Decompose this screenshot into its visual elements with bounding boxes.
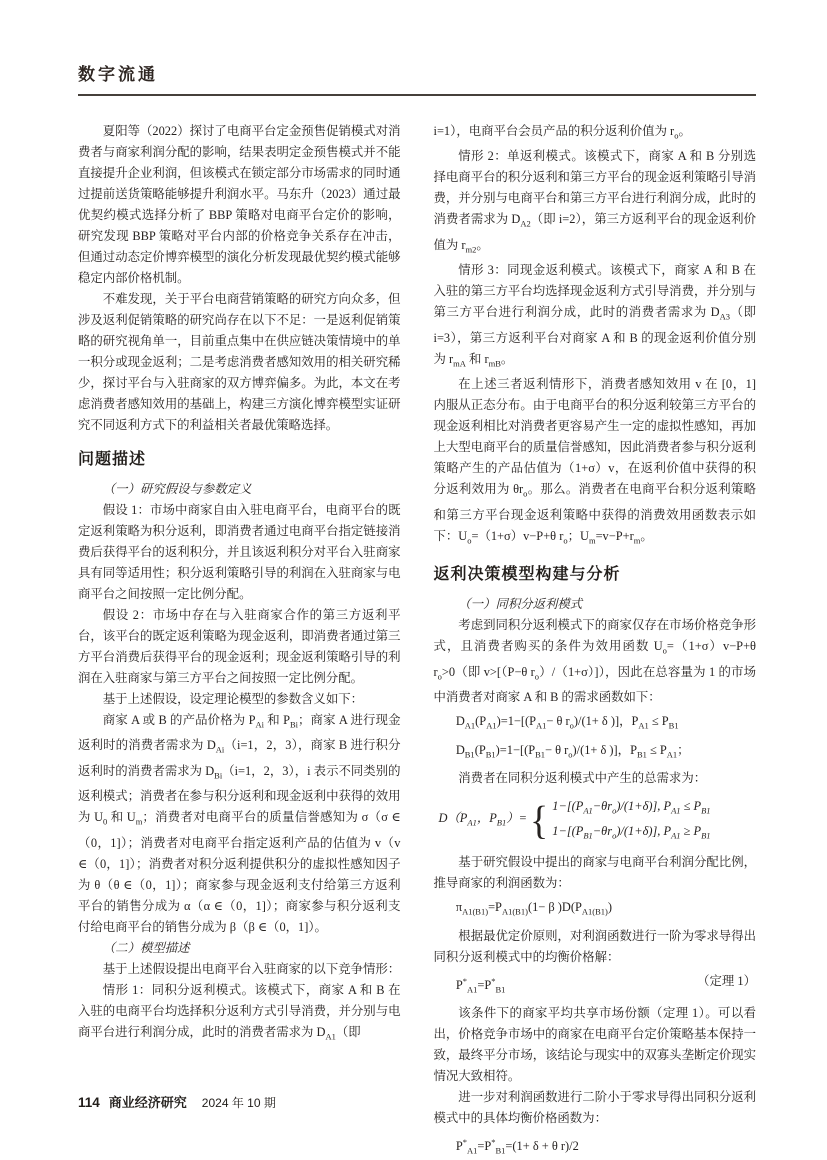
formula-case-2: $1-[(P_{B1}-\theta r_o)/(1+\delta)]$, $P_{A1} \ge P_{B1}$: [552, 823, 711, 841]
paragraph: 夏阳等（2022）探讨了电商平台定金预售促销模式对消费者与商家利润分配的影响，结果表明定金预售模式并不能直接提升企业利润，但该模式在锁定部分市场需求的同时通过提前送货策略能够提升利润水平。马东升（2023）通过最优契约模式选择分析了 BBP 策略对电商平台定价的影响，研究发现 BBP 策略对平台内部的价格竞争关系存在冲击，但通过动态定价博弈模型的演化分析发现最优契约模式能够稳定内部价格机制。: [78, 124, 401, 285]
paragraph: 基于研究假设中提出的商家与电商平台利润分配比例，推导商家的利润函数为：: [433, 855, 756, 891]
theorem-tag: （定理 1）: [697, 973, 756, 988]
paragraph: 情形 3：同现金返利模式。该模式下，商家 A 和 B 在入驻的第三方平台均选择现金返利方式引导消费，并分别与第三方平台进行利润分成，此时的消费者需求为 $D_{A3}$（即 i=3），第三方返利平台对商家 A 和 B 的现金返利价值分别为 $r_{mA}$ 和 $r_{mB}$。: [433, 263, 757, 369]
formula-lhs: $D(P_{A1}$，$P_{B1})=$: [438, 810, 528, 828]
paragraph: 消费者在同积分返利模式中产生的总需求为：: [458, 771, 707, 786]
paragraph: 不难发现，关于平台电商营销策略的研究方向众多，但涉及返利促销策略的研究尚存在以下不足：一是返利促销策略的研究视角单一，目前重点集中在供应链决策情境中的单一积分或现金返利；二是考虑消费者感知效用的相关研究稀少，探讨平台与入驻商家的双方博弈偏多。为此，本文在考虑消费者感知效用的基础上，构建三方演化博弈模型实证研究不同返利方式下的利益相关者最优策略选择。: [78, 292, 401, 432]
page-content: [78, 60, 756, 1160]
paragraph: 假设 1：市场中商家自由入驻电商平台，电商平台的既定返利策略为积分返利，即消费者通过电商平台指定链接消费后获得平台的返利积分，并且该返利积分对平台入驻商家具有同等适用性；积分返利策略引导的利润在入驻商家与电商平台之间按照一定比例分配。: [78, 503, 401, 601]
section-heading-problem: 问题描述: [78, 451, 147, 468]
paragraph: 基于上述假设提出电商平台入驻商家的以下竞争情形：: [102, 961, 401, 976]
paragraph: 该条件下的商家平均共享市场份额（定理 1）。可以看出，价格竞争市场中的商家在电商平台定价策略基本保持一致，最终平分市场，该结论与现实中的双寡头垄断定价现实情况大致相符。: [433, 1006, 756, 1084]
two-column-layout: [78, 121, 756, 1160]
paragraph: 在上述三者返利情形下，消费者感知效用 v 在 [0，1] 内服从正态分布。由于电商平台的积分返利较第三方平台的现金返利相比对消费者更容易产生一定的虚拟性感知，再加上大型电商平台的质量信誉感知，因此消费者参与积分返利策略产生的产品估值为（1+σ）v，在返利价值中获得的积分返利效用为 $\theta r_o$。那么。消费者在电商平台积分返利策略和第三方平台现金返利策略中获得的消费效用函数表示如下：$U_o=(1+\sigma)v-P+\theta$ $r_o$；$U_m=v-P+r_m$。: [433, 377, 756, 546]
subsection-heading: （一）研究假设与参数定义: [102, 482, 252, 496]
formula-case-1: $1-[(P_{A1}-\theta r_o)/(1+\delta)]$, $P_{A1} \le P_{B1}$: [552, 799, 711, 816]
section-masthead: 数字流通: [78, 60, 756, 96]
page-footer: [78, 1092, 276, 1111]
formula-equilibrium-price: $P^*_{A1}=P^*_{B1}=(1+ \delta + \theta$ r)/2: [455, 1137, 579, 1156]
paragraph: 商家 A 或 B 的产品价格为 $P_{Ai}$ 和 $P_{Bi}$；商家 A 进行现金返利时的消费者需求为 $D_{Ai}(i=1$，2，3），商家 B 进行积分返利时的消费者需求为 $D_{Bi}(i=1$，2，3），i 表示不同类别的返利模式；消费者在参与积分返利和现金返利中获得的效用为 $U_0$ 和 $U_m$；消费者对电商平台的质量信誉感知为 σ（σ ∈（0，1]）；消费者对电商平台指定返利产品的估值为 v（v ∈（0，1]）；消费者对积分返利提供积分的虚拟性感知因子为 θ（θ ∈（0，1]）；商家参与现金返利支付给第三方返利平台的销售分成为 α（α ∈（0，1]）；商家参与积分返利支付给电商平台的销售分成为 β（β ∈（0，1]）。: [78, 713, 401, 934]
formula-lhs: $P^*_{A1}=P^*_{B1}$: [455, 975, 506, 995]
paragraph: 情形 1：同积分返利模式。该模式下，商家 A 和 B 在入驻的电商平台均选择积分返利方式引导消费，并分别与电商平台进行利润分成，此时的消费者需求为 $D_{A1}$（即: [78, 982, 401, 1042]
issue-label: 2024 年 10 期: [201, 1096, 276, 1110]
formula-equilibrium-theorem1: [434, 971, 757, 1001]
formula-cases: [552, 796, 710, 845]
brace-glyph: {: [530, 798, 549, 843]
paragraph: 进一步对利润函数进行二阶小于零求导得出同积分返利模式中的具体均衡价格函数为：: [433, 1090, 756, 1126]
formula-profit: $\pi_{A1(B1)}=P_{A1(B1)}(1- \beta$ )$D(P_{A1(B1)})$: [455, 900, 612, 917]
paragraph: 假设 2：市场中存在与入驻商家合作的第三方返利平台，该平台的既定返利策略为现金返利，即消费者通过第三方平台消费后获得平台的现金返利；现金返利策略引导的利润在入驻商家与第三方平台之间按照一定比例分配。: [78, 608, 401, 685]
paragraph: 考虑到同积分返利模式下的商家仅存在市场价格竞争形式，且消费者购买的条件为效用函数 $U_o=(1+\sigma)v-P+\theta$ $r_o>0$（即 v>[（P−θ $r_o)/(1+\sigma)$]），因此在总容量为 1 的市场中消费者对商家 A 和 B 的需求函数如下：: [433, 618, 756, 705]
formula-total-demand: [438, 796, 756, 845]
subsection-heading: （一）同积分返利模式: [458, 597, 583, 612]
journal-name: 商业经济研究: [108, 1095, 187, 1110]
formula-demand-b: $D_{B1}(P_{B1})=1-[(P_{B1}- \theta$ $r_o)/(1+ \delta$ )]，$P_{B1} \le P_{A1}$；: [455, 742, 690, 760]
right-column: [434, 121, 757, 1160]
left-column: [78, 121, 401, 1160]
paragraph-continuation: i=1），电商平台会员产品的积分返利价值为 $r_o$。: [433, 124, 691, 141]
paragraph: 情形 2：单返利模式。该模式下，商家 A 和 B 分别选择电商平台的积分返利和第三方平台的现金返利策略引导消费，并分别与电商平台和第三方平台进行利润分成，此时的消费者需求为 $D_{A2}$（即 i=2），第三方返利平台的现金返利价值为 $r_{m2}$。: [433, 149, 756, 255]
page-number: 114: [78, 1095, 100, 1110]
paragraph: 基于上述假设，设定理论模型的参数含义如下：: [102, 692, 363, 706]
formula-demand-a: $D_{A1}(P_{A1})=1-[(P_{A1}- \theta$ $r_o)/(1+ \delta$ )]，$P_{A1} \le P_{B1}$: [455, 714, 679, 731]
paragraph: 根据最优定价原则，对利润函数进行一阶为零求导得出同积分返利模式中的均衡价格解：: [433, 928, 756, 964]
section-heading-model: 返利决策模型构建与分析: [433, 566, 621, 584]
subsection-heading: （二）模型描述: [102, 940, 190, 955]
